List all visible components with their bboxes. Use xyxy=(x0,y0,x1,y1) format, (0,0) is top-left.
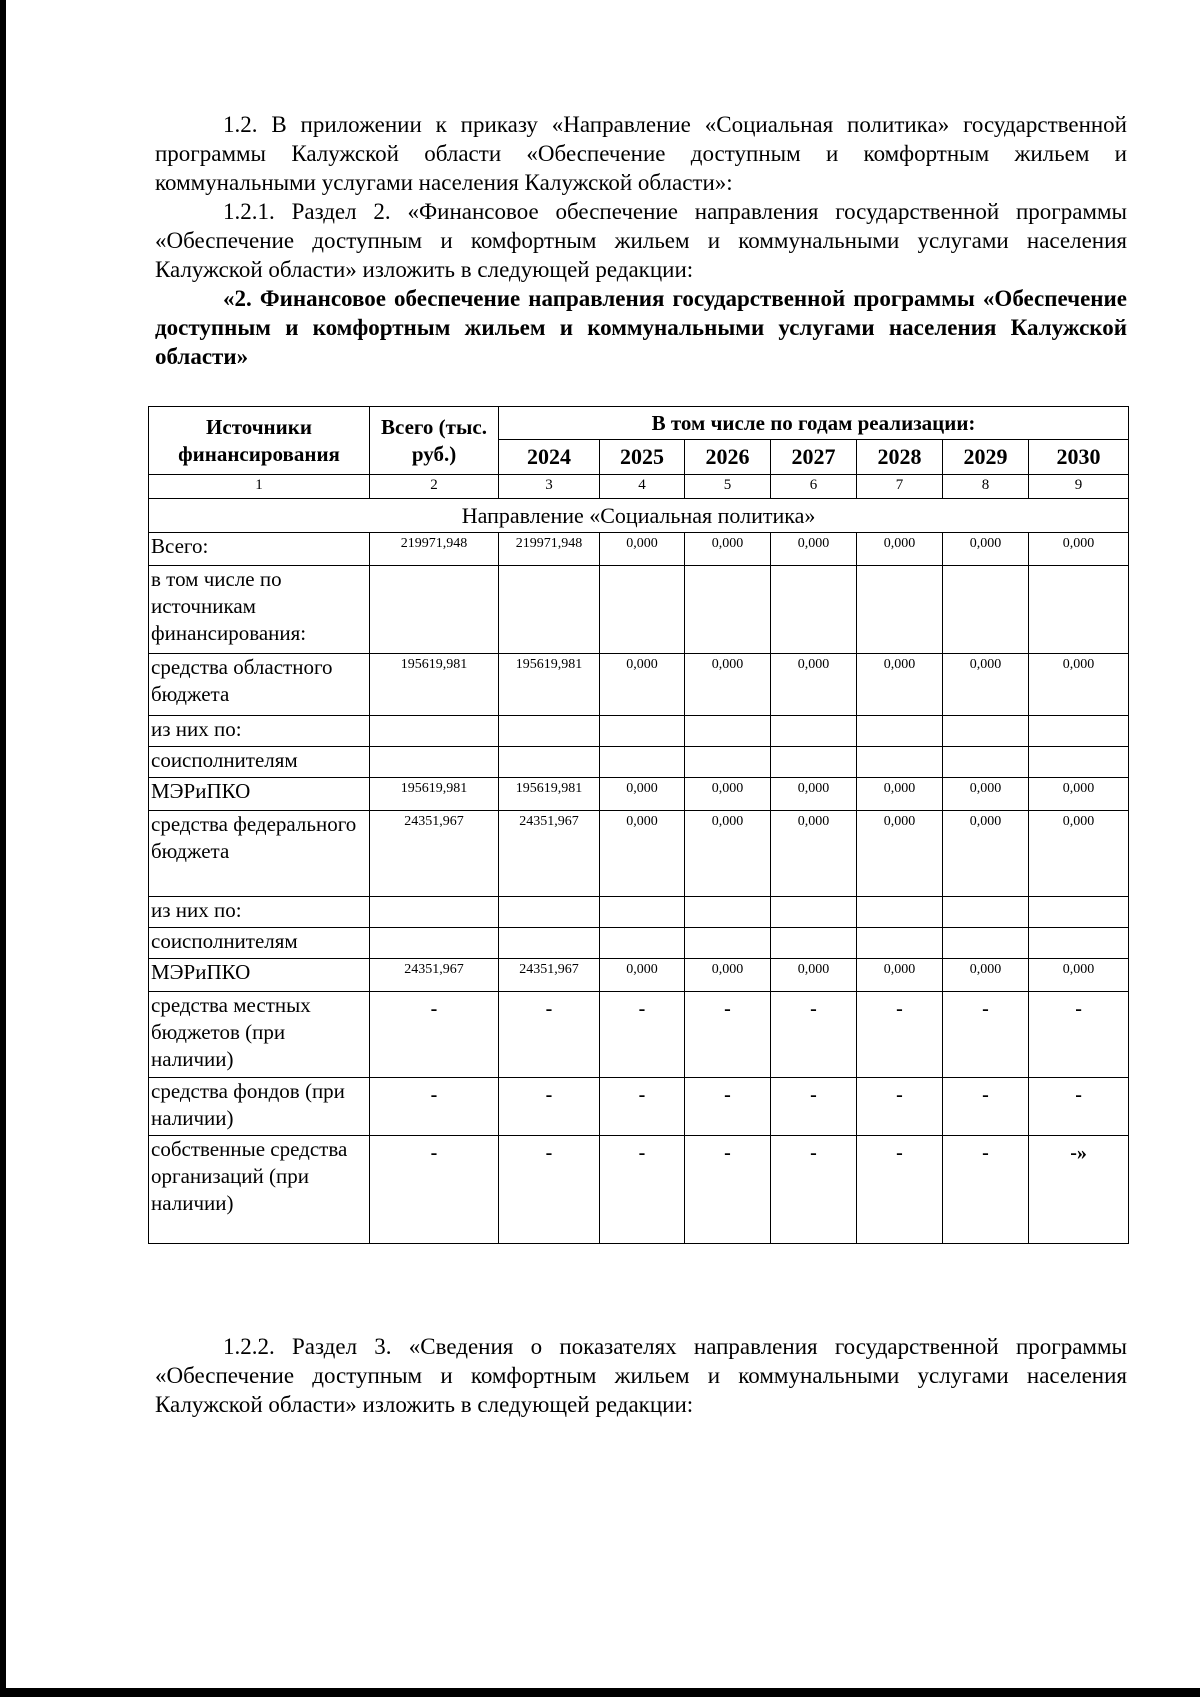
table-row xyxy=(149,654,1129,716)
table-row xyxy=(149,1136,1129,1244)
value-cell: - xyxy=(771,1136,857,1244)
value-cell: 219971,948 xyxy=(370,533,499,566)
value-cell xyxy=(1029,566,1129,654)
value-cell: 219971,948 xyxy=(499,533,600,566)
value-cell: 0,000 xyxy=(600,654,685,716)
table-row xyxy=(149,566,1129,654)
row-label: Всего: xyxy=(149,533,370,566)
table-row xyxy=(149,747,1129,778)
value-cell: 0,000 xyxy=(685,654,771,716)
value-cell: 0,000 xyxy=(600,959,685,992)
value-cell: - xyxy=(857,992,943,1078)
column-number: 6 xyxy=(771,475,857,499)
value-cell xyxy=(499,566,600,654)
value-cell: - xyxy=(600,1136,685,1244)
table-row xyxy=(149,811,1129,897)
value-cell xyxy=(600,928,685,959)
table-row xyxy=(149,1078,1129,1136)
value-cell: 0,000 xyxy=(600,811,685,897)
value-cell: 0,000 xyxy=(943,533,1029,566)
value-cell: 0,000 xyxy=(771,778,857,811)
header-year: 2028 xyxy=(857,440,943,475)
value-cell xyxy=(600,747,685,778)
value-cell xyxy=(1029,897,1129,928)
value-cell xyxy=(370,928,499,959)
value-cell: - xyxy=(370,1078,499,1136)
value-cell xyxy=(370,897,499,928)
value-cell xyxy=(943,566,1029,654)
value-cell xyxy=(600,716,685,747)
value-cell xyxy=(1029,747,1129,778)
value-cell xyxy=(771,747,857,778)
value-cell xyxy=(943,747,1029,778)
value-cell: 0,000 xyxy=(943,959,1029,992)
value-cell: - xyxy=(370,1136,499,1244)
value-cell: 0,000 xyxy=(685,533,771,566)
value-cell: 0,000 xyxy=(600,533,685,566)
column-number: 5 xyxy=(685,475,771,499)
column-number: 9 xyxy=(1029,475,1129,499)
table-row xyxy=(149,928,1129,959)
value-cell: - xyxy=(943,992,1029,1078)
value-cell: - xyxy=(685,1136,771,1244)
value-cell: - xyxy=(857,1136,943,1244)
column-number: 4 xyxy=(600,475,685,499)
value-cell: 0,000 xyxy=(943,654,1029,716)
value-cell: - xyxy=(370,992,499,1078)
value-cell: 0,000 xyxy=(771,654,857,716)
value-cell xyxy=(685,928,771,959)
header-years-group: В том числе по годам реализации: xyxy=(499,407,1129,440)
value-cell xyxy=(370,716,499,747)
value-cell xyxy=(771,897,857,928)
value-cell xyxy=(1029,716,1129,747)
table-row xyxy=(149,716,1129,747)
value-cell: 0,000 xyxy=(685,778,771,811)
value-cell xyxy=(499,928,600,959)
row-label: соисполнителям xyxy=(149,747,370,778)
value-cell xyxy=(1029,928,1129,959)
tail-text xyxy=(155,1332,1127,1419)
table-row xyxy=(149,533,1129,566)
value-cell xyxy=(943,928,1029,959)
value-cell xyxy=(943,897,1029,928)
row-label: средства местных бюджетов (при наличии) xyxy=(149,992,370,1078)
row-label: соисполнителям xyxy=(149,928,370,959)
row-label: в том числе по источникам финансирования: xyxy=(149,566,370,654)
value-cell: 0,000 xyxy=(1029,654,1129,716)
value-cell: - xyxy=(943,1078,1029,1136)
value-cell: - xyxy=(857,1078,943,1136)
value-cell xyxy=(771,566,857,654)
column-number: 3 xyxy=(499,475,600,499)
intro-text xyxy=(155,110,1127,371)
row-label: средства областного бюджета xyxy=(149,654,370,716)
value-cell xyxy=(685,566,771,654)
header-year: 2025 xyxy=(600,440,685,475)
paragraph-1-2-1: 1.2.1. Раздел 2. «Финансовое обеспечение направления государственной программы «Обеспечение доступным и комфортным жильем и коммунальными услугами населения Калужской области» изложить в следующей редакции: xyxy=(155,199,1127,282)
value-cell xyxy=(857,928,943,959)
header-year: 2030 xyxy=(1029,440,1129,475)
value-cell: - xyxy=(499,1136,600,1244)
value-cell: 24351,967 xyxy=(370,959,499,992)
value-cell: 0,000 xyxy=(771,811,857,897)
value-cell: 0,000 xyxy=(857,959,943,992)
value-cell xyxy=(685,716,771,747)
section-heading: «2. Финансовое обеспечение направления государственной программы «Обеспечение доступным и комфортным жильем и коммунальными услугами населения Калужской области» xyxy=(155,286,1127,369)
row-label: собственные средства организаций (при наличии) xyxy=(149,1136,370,1244)
table-row xyxy=(149,778,1129,811)
value-cell xyxy=(857,897,943,928)
value-cell xyxy=(771,928,857,959)
value-cell: 0,000 xyxy=(771,959,857,992)
value-cell: 0,000 xyxy=(1029,959,1129,992)
column-number: 1 xyxy=(149,475,370,499)
value-cell: 195619,981 xyxy=(370,778,499,811)
column-number: 2 xyxy=(370,475,499,499)
value-cell: 24351,967 xyxy=(499,811,600,897)
value-cell: 0,000 xyxy=(685,959,771,992)
scan-border-left xyxy=(0,0,6,1697)
value-cell xyxy=(370,566,499,654)
value-cell: - xyxy=(499,1078,600,1136)
value-cell: 195619,981 xyxy=(499,778,600,811)
scan-border-bottom xyxy=(0,1688,1200,1697)
value-cell xyxy=(685,747,771,778)
header-year: 2029 xyxy=(943,440,1029,475)
row-label: из них по: xyxy=(149,897,370,928)
value-cell: 0,000 xyxy=(771,533,857,566)
value-cell: - xyxy=(1029,1078,1129,1136)
value-cell: - xyxy=(771,992,857,1078)
row-label: МЭРиПКО xyxy=(149,778,370,811)
section-title: Направление «Социальная политика» xyxy=(149,499,1129,533)
value-cell: - xyxy=(600,992,685,1078)
value-cell: - xyxy=(685,992,771,1078)
table-row xyxy=(149,897,1129,928)
value-cell xyxy=(499,897,600,928)
value-cell: 0,000 xyxy=(857,811,943,897)
header-year: 2024 xyxy=(499,440,600,475)
row-label: средства федерального бюджета xyxy=(149,811,370,897)
table-row xyxy=(149,959,1129,992)
value-cell xyxy=(943,716,1029,747)
value-cell: -» xyxy=(1029,1136,1129,1244)
value-cell: 0,000 xyxy=(943,778,1029,811)
row-label: средства фондов (при наличии) xyxy=(149,1078,370,1136)
value-cell: - xyxy=(600,1078,685,1136)
row-label: МЭРиПКО xyxy=(149,959,370,992)
value-cell: - xyxy=(771,1078,857,1136)
value-cell: 0,000 xyxy=(1029,533,1129,566)
value-cell: 0,000 xyxy=(1029,778,1129,811)
value-cell xyxy=(857,747,943,778)
value-cell xyxy=(685,897,771,928)
financing-table xyxy=(148,406,1129,1244)
value-cell: 24351,967 xyxy=(499,959,600,992)
value-cell: - xyxy=(943,1136,1029,1244)
paragraph-1-2: 1.2. В приложении к приказу «Направление «Социальная политика» государственной программы Калужской области «Обеспечение доступным и комфортным жильем и коммунальными услугами населения Калужской области»: xyxy=(155,112,1127,195)
value-cell xyxy=(857,716,943,747)
value-cell: - xyxy=(499,992,600,1078)
value-cell: 0,000 xyxy=(857,654,943,716)
paragraph-1-2-2: 1.2.2. Раздел 3. «Сведения о показателях направления государственной программы «Обеспечение доступным и комфортным жильем и коммунальными услугами населения Калужской области» изложить в следующей редакции: xyxy=(155,1334,1127,1417)
value-cell: 195619,981 xyxy=(370,654,499,716)
column-number: 8 xyxy=(943,475,1029,499)
value-cell xyxy=(600,566,685,654)
table-row xyxy=(149,992,1129,1078)
value-cell xyxy=(370,747,499,778)
header-sources: Источники финансирования xyxy=(149,407,370,475)
value-cell xyxy=(771,716,857,747)
header-year: 2027 xyxy=(771,440,857,475)
value-cell: 0,000 xyxy=(943,811,1029,897)
value-cell: 195619,981 xyxy=(499,654,600,716)
value-cell xyxy=(499,716,600,747)
value-cell: 0,000 xyxy=(600,778,685,811)
value-cell: 0,000 xyxy=(1029,811,1129,897)
value-cell: 0,000 xyxy=(857,533,943,566)
column-number: 7 xyxy=(857,475,943,499)
value-cell xyxy=(600,897,685,928)
header-year: 2026 xyxy=(685,440,771,475)
row-label: из них по: xyxy=(149,716,370,747)
value-cell: 24351,967 xyxy=(370,811,499,897)
header-total: Всего (тыс. руб.) xyxy=(370,407,499,475)
value-cell xyxy=(499,747,600,778)
value-cell: 0,000 xyxy=(857,778,943,811)
value-cell xyxy=(857,566,943,654)
value-cell: - xyxy=(1029,992,1129,1078)
value-cell: - xyxy=(685,1078,771,1136)
value-cell: 0,000 xyxy=(685,811,771,897)
